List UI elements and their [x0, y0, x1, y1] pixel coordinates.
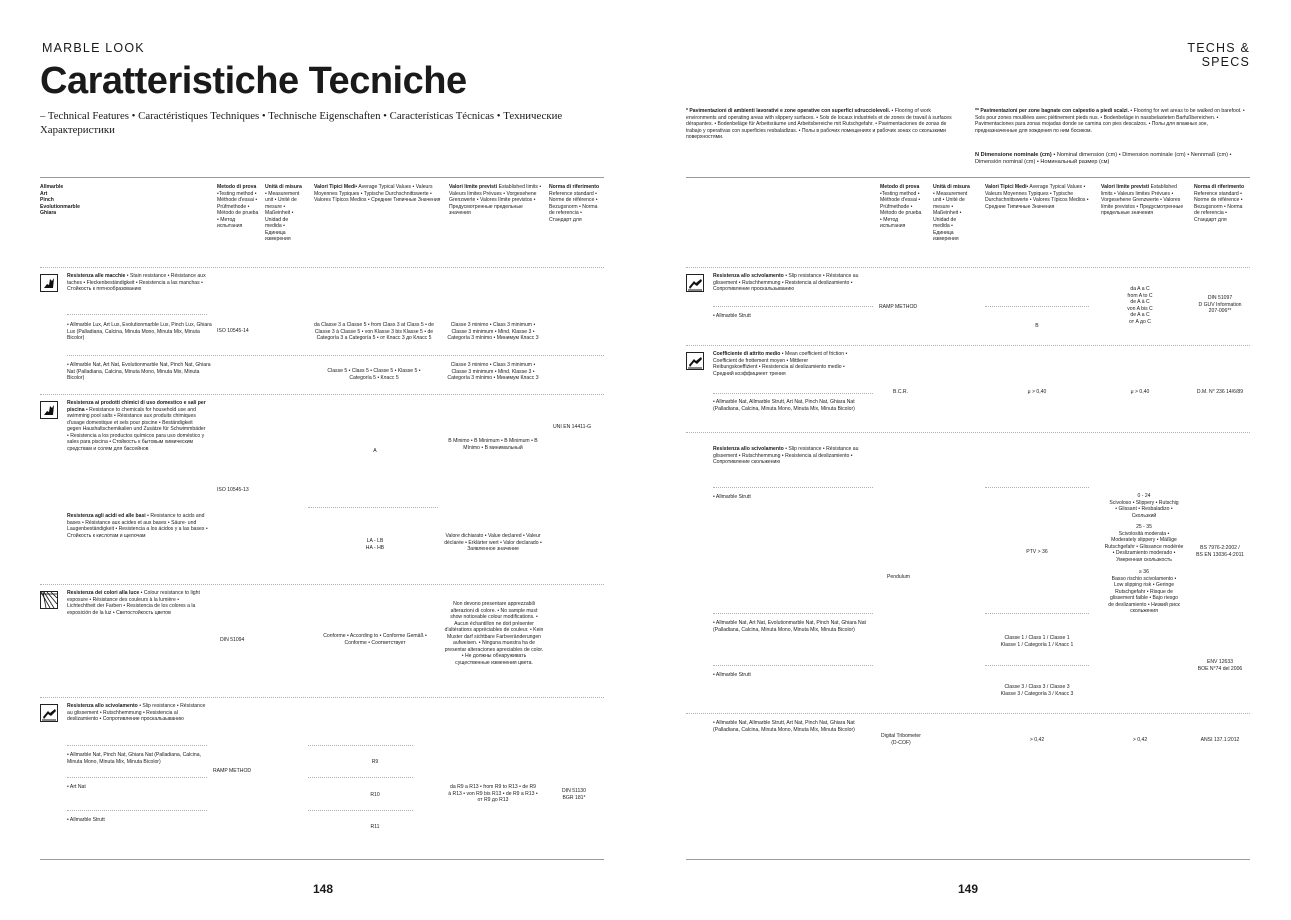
slip1-desc: • Slip resistance • Résistance au glissement • Rutschhemmung • Resistencia al deslizamiento • Сопротивление проскальзыванию [713, 273, 859, 293]
row-divider [713, 306, 873, 307]
row-divider [308, 745, 413, 746]
slip1-products: • Allmarble Strutt [713, 313, 751, 319]
slip1-limit: da A a C from A to C de A à C von A bis C de A a C от A до C [1127, 286, 1153, 325]
stain-row2-limit: Classe 3 minimo • Class 3 minimum • Classe 3 minimum • Mind. Klasse 3 • Categoría 3 mínimo • Минимум Класс 3 [447, 362, 539, 382]
footnote-work-areas-text: • Flooring of work environments and operating areas with slippery surfaces. • Sols de locaux industriels et de zones de travail à surfaces dérapantes. • Bodenbeläge für Arbeitsräume und Arbeitsbereiche mit Rutschgefahr. • Pavimentaciones de zonas de trabajo y operativas con superficies resbaladizas. • Полы в рабочих помещениях и рабочих зонах со скользкими поверхностями. [686, 108, 952, 141]
row-divider [40, 697, 604, 698]
stain-row1-products: • Allmarble Lux, Art Lux, Evolutionmarble Lux, Pinch Lux, Ghiara Lux (Palladiana, Calcina, Minuta Mono, Minuta Mix, Minuta Bicolor) [67, 322, 212, 342]
slip-row1-products: • Allmarble Nat, Pinch Nat, Ghiara Nat (Palladiana, Calcina, Minuta Mono, Minuta Mix, Minuta Bicolor) [67, 752, 201, 765]
header-limit-text: Established limits • Valeurs limites Prévues • Vorgesehene Grenzwerte • Valores límite previstos • Предусмотренные предельные значения [449, 184, 542, 217]
slip-norm: DIN 51130 BGR 181* [562, 788, 586, 801]
row-divider [67, 777, 207, 778]
acid-typical: LA - LB HA - HB [365, 538, 385, 551]
color-limit: Non devono presentare apprezzabili alterazioni di colore. • No sample must show noticeable colour modifications. • Aucun échantillon ne doit présenter d'altérations appréciables de couleur. • Kein Muster darf sichtbare Farbveränderungen aufweisen. • Ninguna muestra ha de presentar alteraciones apreciables de color. • Не должны обнаруживать существенные изменения цвета. [444, 601, 544, 666]
row-divider [713, 613, 873, 614]
slip-title: Resistenza allo scivolamento [67, 703, 138, 709]
footnote-work-areas-title: * Pavimentazioni di ambienti lavorativi e zone operative con superfici sdrucciolevoli. [686, 108, 891, 114]
row-divider [713, 487, 873, 488]
stain-heading [67, 273, 209, 293]
stain-method: ISO 10545-14 [217, 328, 249, 334]
header-norm-title: Norma di riferimento [1194, 184, 1245, 190]
dcof-products: • Allmarble Nat, Allmarble Strutt, Art Nat, Pinch Nat, Ghiara Nat (Palladiana, Calcina, Minuta Mono, Minuta Mix, Minuta Bicolor) [713, 720, 855, 733]
header-divider [40, 267, 604, 268]
row-divider [67, 810, 207, 811]
header-typical-text: • Average Typical Values • Valeurs Moyennes Typiques • Typische Durchschnittswerte • Valores Típicos Medios • Средние Типичные Значения [985, 184, 1089, 210]
slip2-limit-slippery: 0 - 24 Scivoloso • Slippery • Rutschig • Glissant • Resbaladizo • Скользкий [1109, 493, 1179, 519]
slip-row3-products: • Allmarble Strutt [67, 817, 105, 823]
header-limit [449, 184, 545, 217]
chemical-title: Resistenza ai prodotti chimici di uso domestico e sali per piscina [67, 400, 206, 413]
footnote-nominal-text: • Nominal dimension (cm) • Dimension nominale (cm) • Nennmaß (cm) • Dimensión nominal (cm) • Номинальный размер (см) [975, 152, 1232, 166]
header-method [880, 184, 924, 230]
section-label: MARBLE LOOK [42, 41, 145, 55]
header-norm [1194, 184, 1248, 223]
header-unit [265, 184, 303, 243]
color-desc: • Colour resistance to light exposure • Résistance des couleurs à la lumière • Lichtechtheit der Farben • Resistencia de los colores a la exposición de la luz • Светостойкость цветов [67, 590, 200, 616]
dcof-method: Digital Tribometer (D-COF) [881, 733, 921, 746]
row-divider [308, 507, 438, 508]
page-title: Caratteristiche Tecniche [40, 60, 467, 102]
header-typical [314, 184, 442, 204]
slip1-method: RAMP METHOD [879, 304, 918, 310]
header-limit-text: Established limits • Valeurs limites Prévues • Vorgesehene Grenzwerte • Valores límite previstos • Предусмотренные предельные значения [1101, 184, 1184, 217]
row-divider [686, 432, 1250, 433]
slip2-desc: • Slip resistance • Résistance au glissement • Rutschhemmung • Resistencia al deslizamiento • Сопротивление скольжению [713, 446, 859, 466]
slip2-norm2: ENV 12633 BOE N°74 del 2006 [1197, 659, 1243, 672]
slip1-typical: B [1035, 323, 1039, 329]
slip1-title: Resistenza allo scivolamento [713, 273, 784, 279]
row-divider [985, 487, 1089, 488]
slip2-typical: PTV > 36 [1026, 549, 1048, 555]
header-typical-text: • Average Typical Values • Valeurs Moyennes Typiques • Typische Durchschnittswerte • Valores Típicos Medios • Средние Типичные Значения [314, 184, 441, 204]
acid-limit: Valore dichiarato • Value declared • Valeur déclarée • Erklärter wert • Valor declarado • Заявленное значение [444, 533, 542, 553]
footnote-wet-areas-title: ** Pavimentazioni per zone bagnate con calpestio a piedi scalzi. [975, 108, 1129, 114]
friction-limit: μ > 0,40 [1130, 389, 1150, 395]
header-norm-title: Norma di riferimento [549, 184, 600, 190]
slip-heading [67, 703, 207, 723]
header-method-title: Metodo di prova [217, 184, 257, 190]
header-product: Allmarble Art Pinch Evolutionmarble Ghiara [40, 184, 80, 217]
stain-desc: • Stain resistance • Résistance aux taches • Fleckenbeständigkeit • Resistencia a las manchas • Стойкость к пятнообразованию [67, 273, 206, 293]
row-divider [308, 777, 413, 778]
friction-norm: D.M. N° 236 14/6/89 [1196, 389, 1244, 395]
color-heading [67, 590, 209, 616]
dcof-norm: ANSI 137.1:2012 [1200, 737, 1240, 743]
header-typical-title: Valori Tipici Medi [314, 184, 356, 190]
stain-row2-typical: Classe 5 • Class 5 • Classe 5 • Klasse 5 • Categoría 5 • Класс 5 [327, 368, 421, 381]
slip2-title: Resistenza allo scivolamento [713, 446, 784, 452]
slip-resistance-icon [40, 704, 58, 722]
row-divider [985, 306, 1089, 307]
footnote-wet-areas [975, 108, 1250, 134]
slip-limit: da R9 a R13 • from R9 to R13 • de R9 à R13 • von R9 bis R13 • de R9 a R13 • от R9 до R13 [448, 784, 538, 804]
header-norm-text: Reference standard • Norme de référence • Bezugsnorm • Norma de referencia • Стандарт для [549, 190, 598, 223]
row-divider [67, 355, 604, 356]
dcof-limit: > 0,42 [1132, 737, 1148, 743]
row-divider [713, 393, 873, 394]
slip2-method: Pendulum [887, 574, 910, 580]
table-bottom-rule [686, 859, 1250, 860]
slip1-norm: DIN 51097 D GUV Information 207-006** [1198, 295, 1242, 315]
header-unit-text: • Measurement unit • Unité de mesure • Maßeinheit • Unidad de medida • Единица измерения [933, 190, 968, 243]
chemical-limit: B Minimo • B Minimum • B Minimum • B Mínimo • B минимальный [448, 438, 538, 451]
slip2-products: • Allmarble Strutt [713, 494, 751, 500]
acid-title: Resistenza agli acidi ed alle basi [67, 513, 146, 519]
row-divider [67, 745, 207, 746]
page-number: 148 [312, 882, 334, 896]
slip2-row2-products: • Allmarble Nat, Art Nat, Evolutionmarble Nat, Pinch Nat, Ghiara Nat (Palladiana, Calcina, Minuta Mono, Minuta Mix, Minuta Bicolor) [713, 620, 866, 633]
dcof-typical: > 0,42 [1029, 737, 1045, 743]
slip-row2-typical: R10 [370, 792, 380, 798]
header-typical-title: Valori Tipici Medi [985, 184, 1027, 190]
header-unit-text: • Measurement unit • Unité de mesure • Maßeinheit • Unidad de medida • Единица измерения [265, 190, 300, 243]
slip-row1-typical: R9 [371, 759, 379, 765]
row-divider [40, 394, 604, 395]
row-divider [308, 810, 413, 811]
friction-products: • Allmarble Nat, Allmarble Strutt, Art Nat, Pinch Nat, Ghiara Nat (Palladiana, Calcina, Minuta Mono, Minuta Mix, Minuta Bicolor) [713, 399, 855, 412]
friction-title: Coefficiente di attrito medio [713, 351, 781, 357]
header-method-text: •Testing method • Méthode d'essai • Prüfmethode • Método de prueba • Метод испытания [880, 190, 922, 230]
header-method-text: •Testing method • Méthode d'essai • Prüfmethode • Método de prueba • Метод испытания [217, 190, 259, 230]
header-limit [1101, 184, 1189, 217]
stain-row1-typical: da Classe 3 a Classe 5 • from Class 3 at Class 5 • de Classe 3 à Classe 5 • von Klasse 3 bis Klasse 5 • de Categoría 3 a Categoría 5 • от Класс 3 до Класс 5 [314, 322, 434, 342]
footnote-nominal [975, 152, 1250, 167]
header-unit-title: Unità di misura [265, 184, 302, 190]
stain-resistance-icon [40, 274, 58, 292]
row-divider [40, 584, 604, 585]
chemical-desc: • Resistance to chemicals for household use and swimming pool salts • Résistance aux produits chimiques d'usage domestique et sels pour piscine • Beständigkeit gegen Haushaltschemikalien und Zusätze für Schwimmbäder • Resistencia a los productos químicos para uso doméstico y sales para piscina • Стойкость к бытовым химическим средствам и солям для бассейнов [67, 406, 206, 452]
header-typical [985, 184, 1093, 210]
slip-row3-typical: R11 [370, 824, 380, 830]
slip-method: RAMP METHOD [213, 768, 252, 774]
header-norm-text: Reference standard • Norme de référence • Bezugsnorm • Norma de referencia • Стандарт для [1194, 190, 1243, 223]
slip-desc: • Slip resistance • Résistance au glissement • Rutschhemmung • Resistencia al deslizamiento • Сопротивление проскальзыванию [67, 703, 206, 723]
color-method: DIN 51094 [220, 637, 245, 643]
header-method [217, 184, 259, 230]
header-method-title: Metodo di prova [880, 184, 920, 190]
stain-row2-products: • Allmarble Nat, Art Nat, Evolutionmarble Nat, Pinch Nat, Ghiara Nat (Palladiana, Calcina, Minuta Mono, Minuta Mix, Minuta Bicolor) [67, 362, 211, 382]
header-unit-title: Unità di misura [933, 184, 970, 190]
header-limit-title: Valori limite previsti [449, 184, 498, 190]
header-norm [549, 184, 601, 223]
chemical-heading [67, 400, 207, 452]
page-subtitle: – Technical Features • Caractéristiques Techniques • Technische Eigenschaften • Características Técnicas • Технические Характеристики [40, 110, 563, 136]
table-top-rule [40, 177, 604, 178]
table-top-rule [686, 177, 1250, 178]
slip2-limit-low-risk: ≥ 36 Basso rischio scivolamento • Low slipping risk • Geringe Rutschgefahr • Risque de glissement faible • Bajo riesgo de deslizamiento • Низкий риск скольжения [1108, 569, 1180, 615]
slip2-limit-moderate: 25 - 35 Scivolosità moderata • Moderately slippery • Mäßige Rutschgefahr • Glissance modérée • Deslizamiento moderado • Умеренная скользкость [1104, 524, 1184, 563]
friction-typical: μ > 0,40 [1027, 389, 1047, 395]
slip2-norm: BS 7976-2:2002 / BS EN 13036-4:2011 [1196, 545, 1244, 558]
row-divider [686, 345, 1250, 346]
friction-icon [686, 352, 704, 370]
row-divider [686, 713, 1250, 714]
section-label: TECHS & SPECS [1187, 41, 1250, 69]
chemical-typical: A [373, 448, 377, 454]
slip2-row3-typical: Classe 3 / Class 3 / Classe 3 Klasse 3 / Categoría 3 / Класс 3 [1000, 684, 1074, 697]
color-title: Resistenza dei colori alla luce [67, 590, 140, 596]
footnote-work-areas [686, 108, 954, 141]
slip-row2-products: • Art Nat [67, 784, 86, 790]
footnote-wet-areas-text: • Flooring for wet areas to be walked on barefoot. • Sols pour zones mouillées avec piétinement pieds nus. • Bodenbeläge in nassbelasteten Barfußbereichen. • Pavimentaciones para zonas mojadas donde se camina con pies descalzos. • Полы для влажных зон, предназначенные для хождения по ним босиком. [975, 108, 1245, 134]
chemical-norm: UNI EN 14411-G [553, 424, 592, 430]
row-divider [67, 314, 207, 315]
stain-title: Resistenza alle macchie [67, 273, 126, 279]
header-divider [686, 267, 1250, 268]
page-number: 149 [957, 882, 979, 896]
row-divider [985, 665, 1089, 666]
light-exposure-icon [40, 591, 58, 609]
slip-resistance-icon [686, 274, 704, 292]
header-unit [933, 184, 971, 243]
chemical-resistance-icon [40, 401, 58, 419]
acid-desc: • Resistance to acids and bases • Résistance aux acides et aux bases • Säure- und Laugenbeständigkeit • Resistencia a los ácidos y a las bases • Стойкость к кислотам и щелочам [67, 513, 208, 539]
friction-desc: • Mean coefficient of friction • Coefficient de frottement moyen • Mittlerer Reibungskoeffizient • Resistencia al deslizamiento medio • Средний коэффициент трения [713, 351, 848, 377]
row-divider [985, 613, 1089, 614]
slip2-heading [713, 446, 875, 466]
row-divider [713, 665, 873, 666]
header-limit-title: Valori limite previsti [1101, 184, 1150, 190]
friction-method: B.C.R. [893, 389, 909, 395]
friction-heading [713, 351, 853, 377]
slip2-row3-products: • Allmarble Strutt [713, 672, 751, 678]
acid-heading [67, 513, 209, 539]
slip2-row2-typical: Classe 1 / Class 1 / Classe 1 Klasse 1 / Categoría 1 / Класс 1 [1000, 635, 1074, 648]
color-typical: Conforme • According to • Conforme Gemäß • Conforme • Соответствует [323, 633, 427, 646]
footnote-nominal-title: N Dimensione nominale (cm) [975, 152, 1052, 158]
stain-row1-limit: Classe 3 minimo • Class 3 minimum • Classe 3 minimum • Mind. Klasse 3 • Categoría 3 mínimo • Минимум Класс 3 [447, 322, 539, 342]
table-bottom-rule [40, 859, 604, 860]
slip1-heading [713, 273, 873, 293]
chemical-method: ISO 10545-13 [217, 487, 249, 493]
